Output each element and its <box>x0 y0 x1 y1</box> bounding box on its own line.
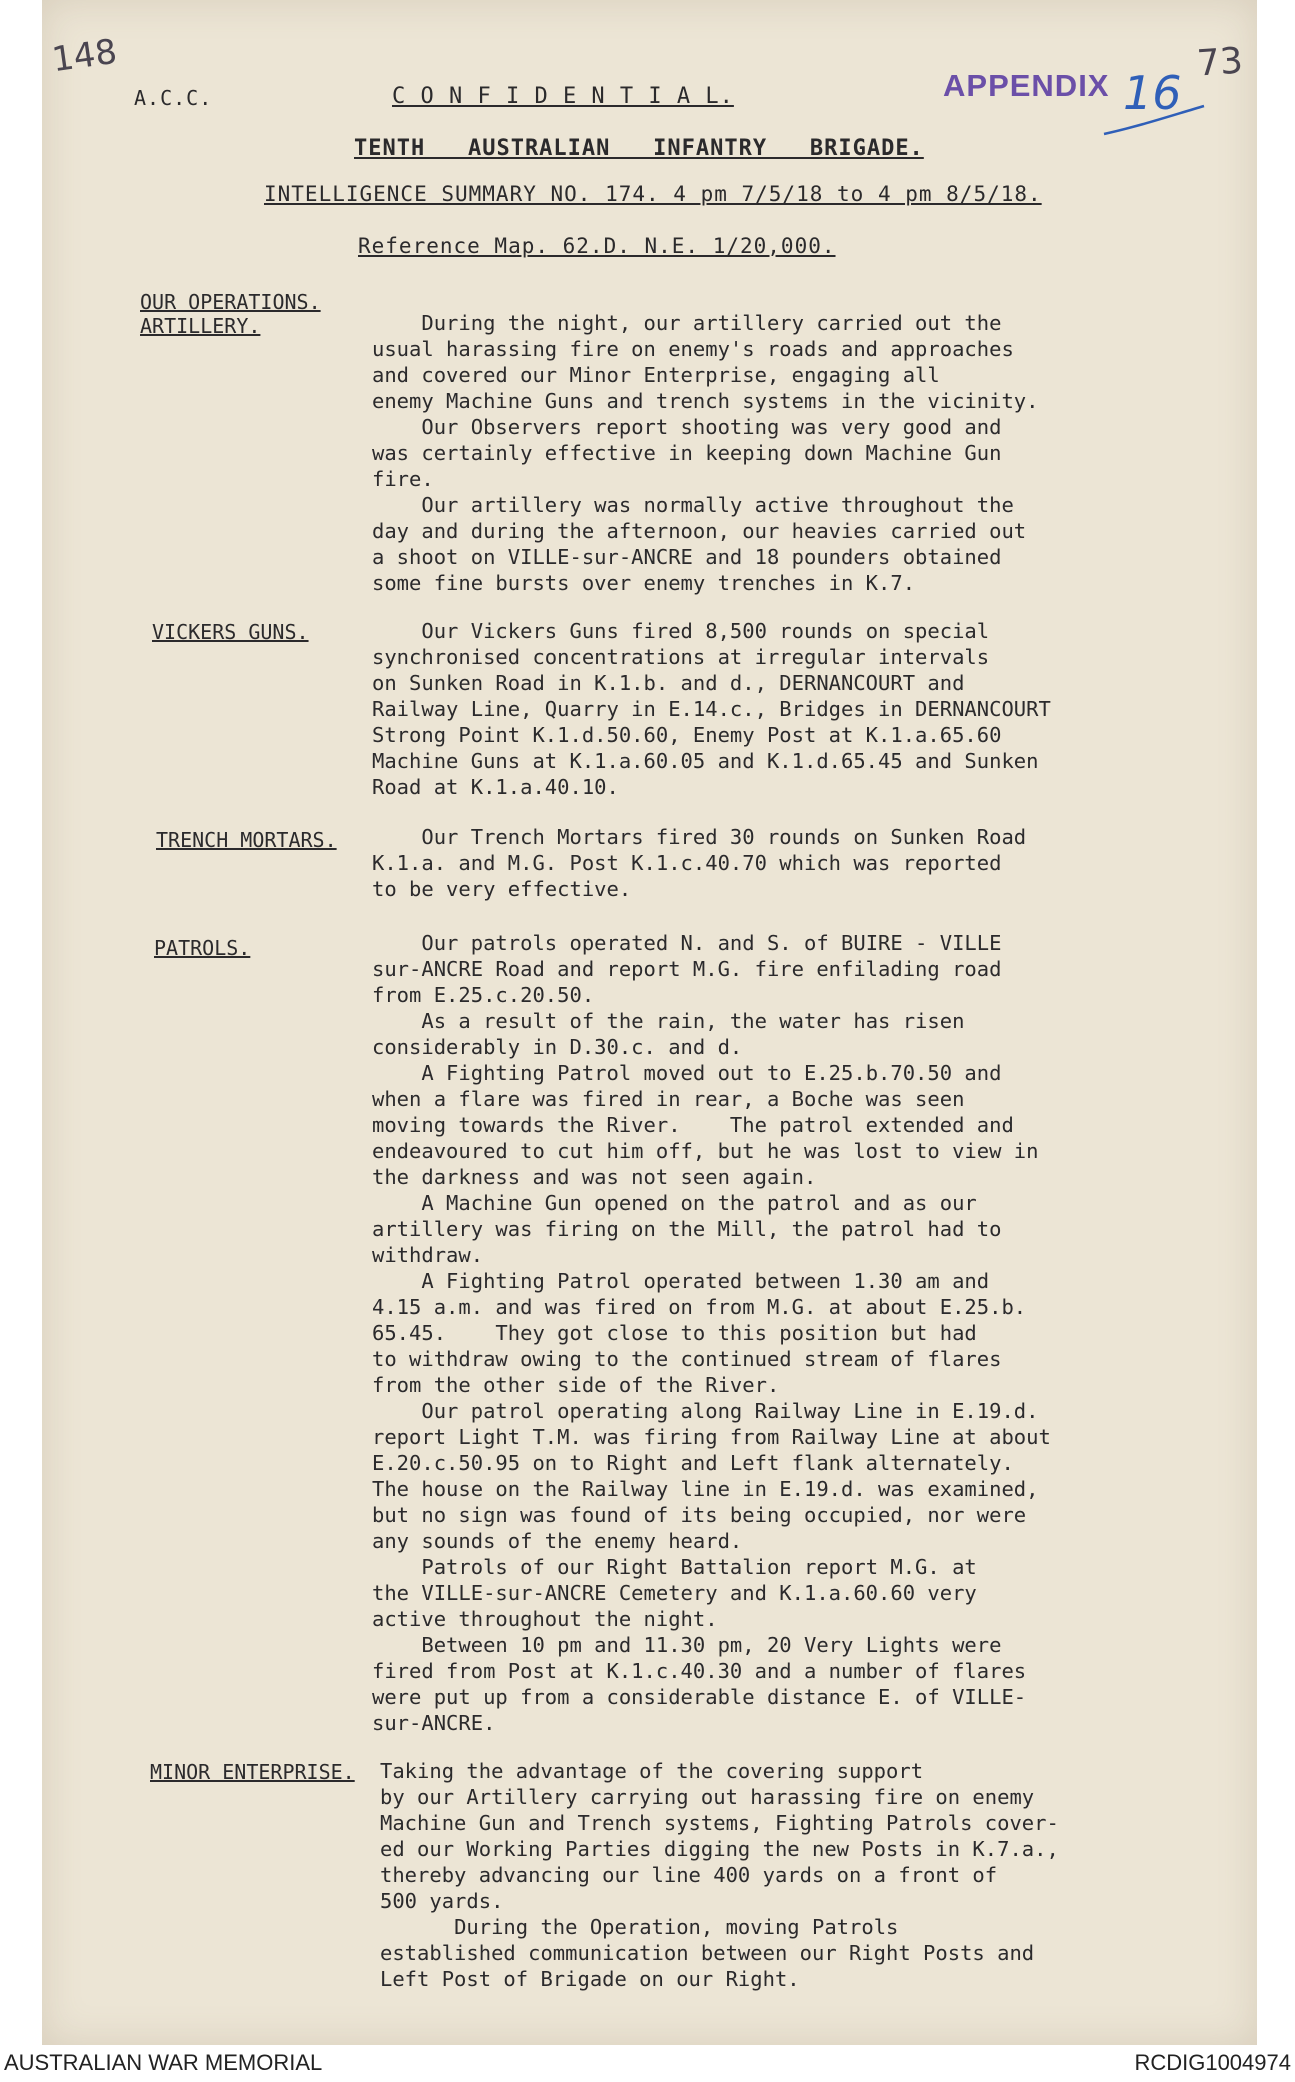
section-text-trench-mortars: Our Trench Mortars fired 30 rounds on Sunken Road K.1.a. and M.G. Post K.1.c.40.70 which was reported to be very effective. <box>372 825 1027 901</box>
section-label-artillery: OUR OPERATIONS. ARTILLERY. <box>140 290 321 338</box>
handwritten-appendix-number: 16 <box>1123 66 1182 120</box>
footer-identifier: RCDIG1004974 <box>1134 2050 1291 2075</box>
section-text-artillery: During the night, our artillery carried out the usual harassing fire on enemy's roads and approaches and covered our Minor Enterprise, engaging all enemy Machine Guns and trench systems in the vicinity. Our Observers report shooting was very good and was certainly effective in keeping down Machine Gun fire. Our artillery was normally active throughout the day and during the afternoon, our heavies carried out a shoot on VILLE-sur-ANCRE and 18 pounders obtained some fine bursts over enemy trenches in K.7. <box>372 311 1039 595</box>
section-label-patrols: PATROLS. <box>154 936 251 960</box>
document-sheet <box>42 0 1257 2045</box>
summary-heading: INTELLIGENCE SUMMARY NO. 174. 4 pm 7/5/18 to 4 pm 8/5/18. <box>264 182 1042 206</box>
unit-heading: TENTH AUSTRALIAN INFANTRY BRIGADE. <box>354 136 924 161</box>
appendix-stamp: APPENDIX <box>943 68 1110 103</box>
section-label-minor-enterprise: MINOR ENTERPRISE. <box>150 1760 355 1784</box>
section-text-patrols: Our patrols operated N. and S. of BUIRE - VILLE sur-ANCRE Road and report M.G. fire enfilading road from E.25.c.20.50. As a result of the rain, the water has risen considerably in D.30.c. and d. A Fighting Patrol moved out to E.25.b.70.50 and when a flare was fired in rear, a Boche was seen moving towards the River. The patrol extended and endeavoured to cut him off, but he was lost to view in the darkness and was not seen again. A Machine Gun opened on the patrol and as our artillery was firing on the Mill, the patrol had to withdraw. A Fighting Patrol operated between 1.30 am and 4.15 a.m. and was fired on from M.G. at about E.25.b. 65.45. They got close to this position but had to withdraw owing to the continued stream of flares from the other side of the River. Our patrol operating along Railway Line in E.19.d. report Light T.M. was firing from Railway Line at about E.20.c.50.95 on to Right and Left flank alternately. The house on the Railway line in E.19.d. was examined, but no sign was found of its being occupied, nor were any sounds of the enemy heard. Patrols of our Right Battalion report M.G. at the VILLE-sur-ANCRE Cemetery and K.1.a.60.60 very active throughout the night. Between 10 pm and 11.30 pm, 20 Very Lights were fired from Post at K.1.c.40.30 and a number of flares were put up from a considerable distance E. of VILLE- sur-ANCRE. <box>372 931 1051 1735</box>
reference-map: Reference Map. 62.D. N.E. 1/20,000. <box>358 234 836 258</box>
section-label-trench-mortars: TRENCH MORTARS. <box>156 828 337 852</box>
handwritten-page-number-left: 148 <box>49 31 120 81</box>
section-text-vickers-guns: Our Vickers Guns fired 8,500 rounds on special synchronised concentrations at irregular intervals on Sunken Road in K.1.b. and d., DERNANCOURT and Railway Line, Quarry in E.14.c., Bridges in DERNANCOURT Strong Point K.1.d.50.60, Enemy Post at K.1.a.65.60 Machine Guns at K.1.a.60.05 and K.1.d.65.45 and Sunken Road at K.1.a.40.10. <box>372 619 1051 799</box>
section-label-vickers-guns: VICKERS GUNS. <box>152 620 309 644</box>
classification-heading: C O N F I D E N T I A L. <box>392 84 734 109</box>
handwritten-appendix-underline <box>1100 100 1210 140</box>
footer-institution: AUSTRALIAN WAR MEMORIAL <box>4 2050 323 2075</box>
section-text-minor-enterprise: Taking the advantage of the covering support by our Artillery carrying out harassing fire on enemy Machine Gun and Trench systems, Fighting Patrols cover- ed our Working Parties digging the new Posts in K.7.a., thereby advancing our line 400 yards on a front of 500 yards. During the Operation, moving Patrols established communication between our Right Posts and Left Post of Brigade on our Right. <box>380 1759 1059 1991</box>
handwritten-page-number-right: 73 <box>1195 40 1245 85</box>
reference-code: A.C.C. <box>134 86 213 110</box>
